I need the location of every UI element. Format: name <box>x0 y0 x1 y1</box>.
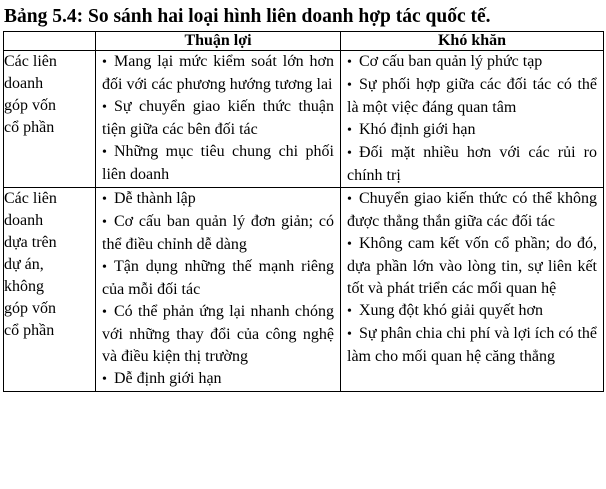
list-item-text: Dễ định giới hạn <box>114 370 222 387</box>
row-label-line: cổ phần <box>4 119 55 136</box>
row-label <box>4 51 96 188</box>
bullet-icon: • <box>347 237 352 252</box>
list-item-text: Khó định giới hạn <box>359 121 476 138</box>
project-based-joint-venture-row <box>4 188 604 392</box>
list-item-text: Tận dụng những thế mạnh riêng của mỗi đối tác <box>102 258 334 298</box>
list-item-text: Những mục tiêu chung chi phối liên doanh <box>102 143 334 183</box>
list-item-text: Chuyển giao kiến thức có thể không được thẳng thắn giữa các đối tác <box>347 190 597 230</box>
list-item <box>102 51 334 96</box>
row-label-line: Các liên <box>4 190 57 207</box>
bullet-icon: • <box>102 305 107 320</box>
disadvantages-cell <box>341 51 604 188</box>
row-label-line: doanh <box>4 75 44 92</box>
list-item <box>102 368 334 391</box>
list-item-text: Có thể phản ứng lại nhanh chóng với những thay đổi của công nghệ và điều kiện thị trường <box>102 303 334 365</box>
bullet-icon: • <box>347 304 352 319</box>
bullet-icon: • <box>347 146 352 161</box>
header-empty-cell <box>4 32 96 51</box>
list-item-text: Sự phối hợp giữa các đối tác có thể là một việc đáng quan tâm <box>347 76 597 116</box>
row-label-line: cổ phần <box>4 322 55 339</box>
row-label-line: góp vốn <box>4 300 56 317</box>
disadvantages-list <box>341 188 603 368</box>
list-item <box>102 301 334 368</box>
list-item <box>102 211 334 256</box>
advantages-list <box>96 188 340 391</box>
list-item-text: Sự phân chia chi phí và lợi ích có thể làm cho mối quan hệ căng thẳng <box>347 325 597 365</box>
list-item-text: Cơ cấu ban quản lý phức tạp <box>359 53 543 70</box>
list-item <box>102 141 334 186</box>
header-disadvantages: Khó khăn <box>341 32 604 51</box>
list-item-text: Dễ thành lập <box>114 190 196 207</box>
comparison-table <box>3 31 604 392</box>
table-header-row <box>4 32 604 51</box>
header-advantages: Thuận lợi <box>96 32 341 51</box>
bullet-icon: • <box>102 192 107 207</box>
list-item <box>347 323 597 368</box>
bullet-icon: • <box>347 192 352 207</box>
list-item <box>347 188 597 233</box>
bullet-icon: • <box>102 145 107 160</box>
bullet-icon: • <box>102 260 107 275</box>
list-item-text: Không cam kết vốn cổ phần; do đó, dựa phần lớn vào lòng tin, sự liên kết tốt và phát triển các mối quan hệ <box>347 235 597 297</box>
row-label-line: không <box>4 278 44 295</box>
row-label-line: Các liên <box>4 53 57 70</box>
list-item <box>347 233 597 300</box>
row-label <box>4 188 96 392</box>
list-item <box>347 119 597 142</box>
bullet-icon: • <box>102 372 107 387</box>
bullet-icon: • <box>347 78 352 93</box>
bullet-icon: • <box>102 55 107 70</box>
list-item-text: Sự chuyển giao kiến thức thuận tiện giữa các bên đối tác <box>102 98 334 138</box>
bullet-icon: • <box>347 123 352 138</box>
equity-joint-venture-row <box>4 51 604 188</box>
list-item <box>347 142 597 187</box>
row-label-line: doanh <box>4 212 44 229</box>
list-item-text: Đối mặt nhiều hơn với các rủi ro chính trị <box>347 144 597 184</box>
table-caption: Bảng 5.4: So sánh hai loại hình liên doanh hợp tác quốc tế. <box>4 6 491 27</box>
list-item <box>102 256 334 301</box>
list-item <box>347 51 597 74</box>
row-label-line: góp vốn <box>4 97 56 114</box>
list-item <box>347 300 597 323</box>
list-item-text: Mang lại mức kiểm soát lớn hơn đối với các phương hướng tương lai <box>102 53 334 93</box>
bullet-icon: • <box>347 55 352 70</box>
list-item <box>102 188 334 211</box>
list-item <box>347 74 597 119</box>
disadvantages-cell <box>341 188 604 392</box>
bullet-icon: • <box>347 327 352 342</box>
advantages-cell <box>96 188 341 392</box>
advantages-list <box>96 51 340 186</box>
advantages-cell <box>96 51 341 188</box>
bullet-icon: • <box>102 215 107 230</box>
row-label-line: dựa trên <box>4 234 57 251</box>
bullet-icon: • <box>102 100 107 115</box>
list-item-text: Cơ cấu ban quản lý đơn giản; có thể điều chỉnh dễ dàng <box>102 213 334 253</box>
disadvantages-list <box>341 51 603 187</box>
row-label-line: dự án, <box>4 256 44 273</box>
list-item <box>102 96 334 141</box>
list-item-text: Xung đột khó giải quyết hơn <box>359 302 543 319</box>
